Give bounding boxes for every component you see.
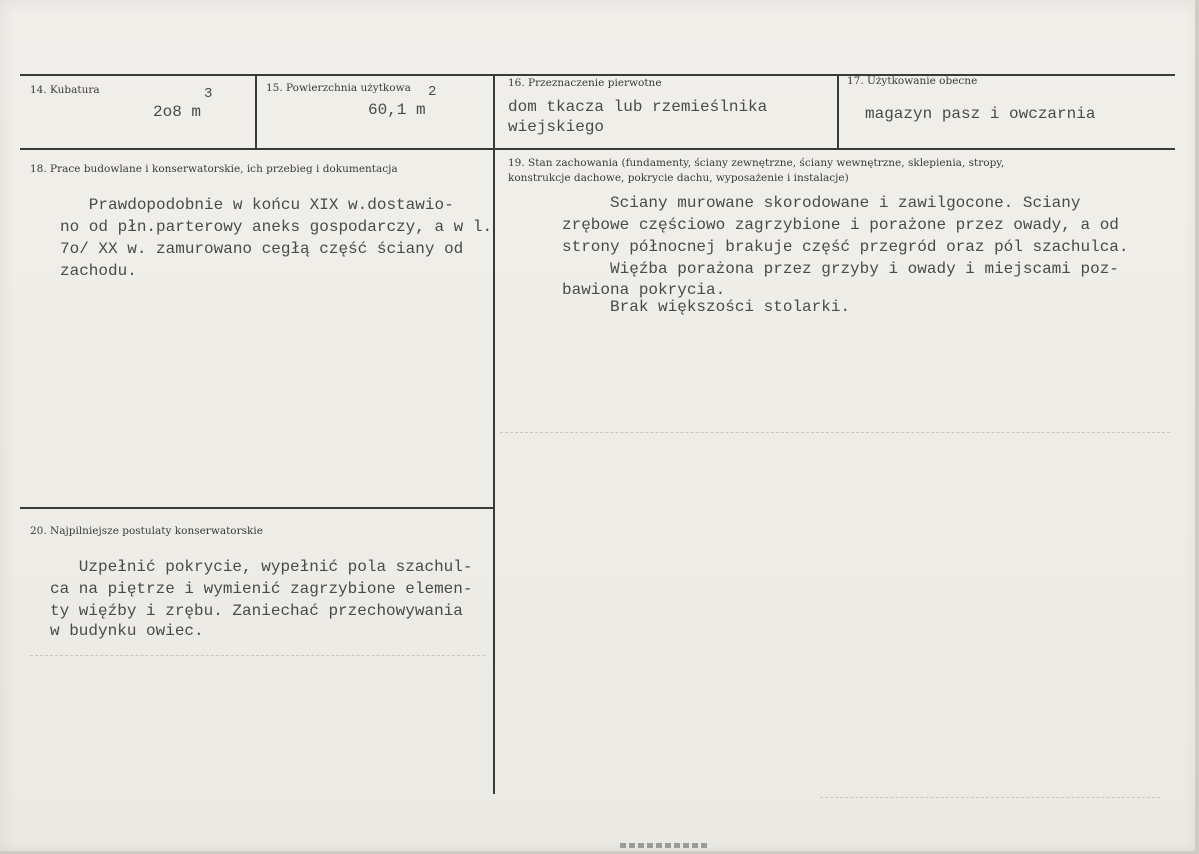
- prace-line: 7o/ XX w. zamurowano cegłą część ściany od: [60, 240, 464, 258]
- stan-line: bawiona pokrycia.: [562, 281, 726, 299]
- przeznaczenie-line: dom tkacza lub rzemieślnika: [508, 98, 768, 116]
- przeznaczenie-line: wiejskiego: [508, 118, 605, 136]
- guide-line: [820, 797, 1160, 798]
- powierzchnia-label: 15. Powierzchnia użytkowa: [266, 82, 411, 94]
- stan-line: zrębowe częściowo zagrzybione i porażone przez owady, a od: [562, 216, 1119, 234]
- kubatura-value: 2o8 m: [153, 103, 202, 121]
- prace-line: zachodu.: [60, 262, 137, 280]
- card-edge-right: [1195, 0, 1199, 854]
- powierzchnia-unit-sup: 2: [428, 84, 437, 100]
- col-divider-1: [255, 74, 257, 148]
- stan-label: 19. Stan zachowania (fundamenty, ściany zewnętrzne, ściany wewnętrzne, sklepienia, stropy,: [508, 157, 1005, 169]
- przeznaczenie-label: 16. Przeznaczenie pierwotne: [508, 77, 662, 89]
- postulaty-label: 20. Najpilniejsze postulaty konserwatorskie: [30, 525, 263, 537]
- prace-label: 18. Prace budowlane i konserwatorskie, ich przebieg i dokumentacja: [30, 163, 398, 175]
- postulaty-divider: [20, 507, 494, 509]
- col-divider-2: [493, 74, 495, 794]
- guide-line: [30, 655, 485, 656]
- postulaty-line: ty więźby i zrębu. Zaniechać przechowywania: [50, 602, 463, 620]
- postulaty-line: Uzpełnić pokrycie, wypełnić pola szachul-: [50, 558, 473, 576]
- stan-line: Brak większości stolarki.: [562, 298, 851, 316]
- powierzchnia-value: 60,1 m: [368, 101, 426, 119]
- prace-line: Prawdopodobnie w końcu XIX w.dostawio-: [60, 196, 454, 214]
- kubatura-label: 14. Kubatura: [30, 84, 100, 96]
- stan-line: Sciany murowane skorodowane i zawilgocone. Sciany: [562, 194, 1081, 212]
- prace-line: no od płn.parterowy aneks gospodarczy, a w l.: [60, 218, 493, 236]
- uzytkowanie-label: 17. Użytkowanie obecne: [847, 75, 978, 87]
- uzytkowanie-value: magazyn pasz i owczarnia: [865, 105, 1096, 123]
- bottom-stamp-mark: [620, 843, 710, 848]
- postulaty-line: ca na piętrze i wymienić zagrzybione elemen-: [50, 580, 473, 598]
- guide-line: [500, 432, 1170, 433]
- kubatura-unit-sup: 3: [204, 86, 213, 102]
- stan-label-cont: konstrukcje dachowe, pokrycie dachu, wyposażenie i instalacje): [508, 172, 849, 184]
- stan-line: Więźba porażona przez grzyby i owady i miejscami poz-: [562, 260, 1119, 278]
- postulaty-line: w budynku owiec.: [50, 622, 204, 640]
- row-divider: [20, 148, 1175, 150]
- stan-line: strony północnej brakuje część przegród oraz pól szachulca.: [562, 238, 1129, 256]
- col-divider-3: [837, 74, 839, 148]
